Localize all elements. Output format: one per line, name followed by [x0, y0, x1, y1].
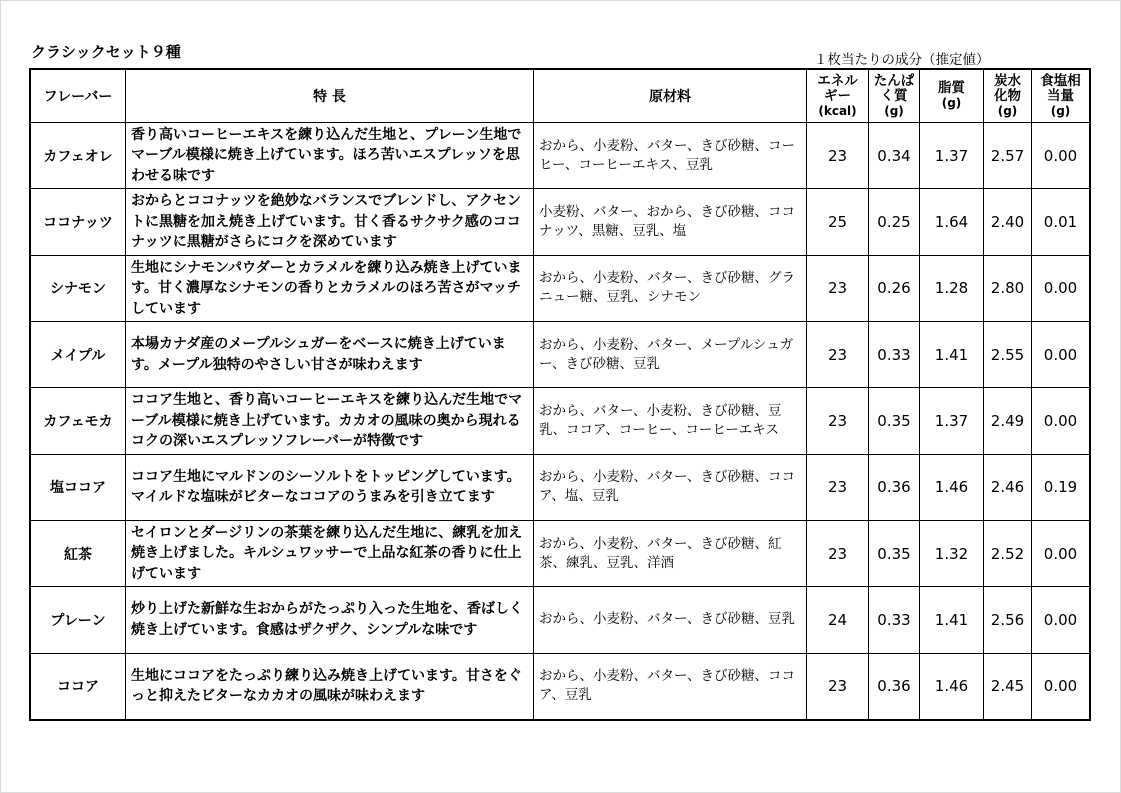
- salt-cell: [1032, 521, 1089, 586]
- salt-cell-text: 0.00: [1043, 677, 1078, 696]
- energy-cell-text: 23: [827, 411, 848, 430]
- carbs-cell-text: 2.57: [990, 146, 1025, 165]
- fat-cell-text: 1.41: [934, 345, 969, 364]
- header-fat: [920, 70, 983, 122]
- carbs-cell: [984, 521, 1031, 586]
- header-ingredients: [534, 70, 806, 122]
- carbs-cell-text: 2.46: [990, 478, 1025, 497]
- carbs-cell: [984, 123, 1031, 188]
- feature-cell-text: ココア生地と、香り高いコーヒーエキスを練り込んだ生地でマーブル模様に焼き上げています。カカオの風味の奥から現れるコクの深いエスプレッソフレーバーが特徴です: [131, 392, 523, 450]
- fat-cell-text: 1.37: [934, 146, 969, 165]
- carbs-cell-text: 2.45: [990, 677, 1025, 696]
- feature-cell: [126, 455, 533, 520]
- salt-cell: [1032, 123, 1089, 188]
- flavor-cell: [31, 123, 125, 188]
- energy-cell: [807, 123, 868, 188]
- ingredients-cell: [534, 587, 806, 652]
- header-carbs: [984, 70, 1031, 122]
- header-energy-unit: (kcal): [818, 103, 857, 118]
- flavor-cell-text: ココナッツ: [43, 214, 113, 231]
- protein-cell: [869, 455, 919, 520]
- salt-cell: [1032, 322, 1089, 387]
- carbs-cell-text: 2.56: [990, 610, 1025, 629]
- feature-cell-text: セイロンとダージリンの茶葉を練り込んだ生地に、練乳を加え焼き上げました。キルシュワッサーで上品な紅茶の香りに仕上げています: [131, 524, 523, 582]
- fat-cell-text: 1.46: [934, 478, 969, 497]
- protein-cell: [869, 123, 919, 188]
- salt-cell: [1032, 587, 1089, 652]
- feature-cell-text: 本場カナダ産のメープルシュガーをベースに焼き上げています。メープル独特のやさしい甘さが味わえます: [131, 336, 506, 373]
- feature-cell-text: おからとココナッツを絶妙なバランスでブレンドし、アクセントに黒糖を加え焼き上げています。甘く香るサクサク感のココナッツに黒糖がさらにコクを深めています: [131, 193, 521, 251]
- feature-cell-text: 生地にココアをたっぷり練り込み焼き上げています。甘さをぐっと抑えたビターなカカオの風味が味わえます: [131, 667, 522, 705]
- header-feature: [126, 70, 533, 122]
- protein-cell: [869, 654, 919, 719]
- flavor-cell: [31, 322, 125, 387]
- carbs-cell: [984, 189, 1031, 254]
- energy-cell: [807, 322, 868, 387]
- header-protein: [869, 70, 919, 122]
- flavor-cell-text: プレーン: [50, 612, 106, 629]
- flavor-cell-text: ココア: [57, 679, 99, 696]
- carbs-cell: [984, 587, 1031, 652]
- carbs-cell-text: 2.40: [990, 212, 1025, 231]
- feature-cell: [126, 587, 533, 652]
- header-energy: [807, 70, 868, 122]
- energy-cell-text: 23: [827, 677, 848, 696]
- carbs-cell-text: 2.80: [990, 279, 1025, 298]
- ingredients-cell: [534, 189, 806, 254]
- feature-cell-text: 生地にシナモンパウダーとカラメルを練り込み焼き上げています。甘く濃厚なシナモンの香りとカラメルのほろ苦さがマッチしています: [131, 259, 522, 317]
- flavor-cell-text: 紅茶: [64, 546, 92, 563]
- salt-cell: [1032, 654, 1089, 719]
- flavor-cell-text: カフェオレ: [43, 148, 113, 165]
- feature-cell: [126, 654, 533, 719]
- energy-cell-text: 23: [827, 146, 848, 165]
- protein-cell-text: 0.26: [877, 279, 911, 298]
- carbs-cell: [984, 256, 1031, 321]
- header-salt: [1032, 70, 1089, 122]
- ingredients-cell-text: おから、小麦粉、バター、きび砂糖、ココア、豆乳: [539, 668, 795, 704]
- energy-cell: [807, 256, 868, 321]
- ingredients-cell: [534, 256, 806, 321]
- document-title: クラシックセット９種: [31, 43, 181, 61]
- fat-cell-text: 1.41: [934, 610, 969, 629]
- carbs-cell: [984, 322, 1031, 387]
- energy-cell: [807, 587, 868, 652]
- energy-cell: [807, 654, 868, 719]
- protein-cell: [869, 521, 919, 586]
- fat-cell: [920, 654, 983, 719]
- protein-cell: [869, 256, 919, 321]
- carbs-cell: [984, 455, 1031, 520]
- protein-cell: [869, 388, 919, 453]
- protein-cell-text: 0.34: [877, 146, 911, 165]
- salt-cell-text: 0.01: [1043, 212, 1078, 231]
- flavor-cell-text: カフェモカ: [43, 413, 113, 430]
- flavor-cell: [31, 256, 125, 321]
- ingredients-cell: [534, 322, 806, 387]
- ingredients-cell-text: おから、小麦粉、バター、きび砂糖、グラニュー糖、豆乳、シナモン: [539, 270, 795, 306]
- fat-cell-text: 1.64: [934, 212, 969, 231]
- nutrition-table: [29, 68, 1091, 721]
- flavor-cell: [31, 521, 125, 586]
- salt-cell: [1032, 388, 1089, 453]
- protein-cell-text: 0.33: [877, 610, 911, 629]
- feature-cell: [126, 322, 533, 387]
- header-salt-label: 食塩相 当量: [1040, 72, 1081, 104]
- feature-cell: [126, 123, 533, 188]
- header-fat-unit: (g): [941, 96, 962, 110]
- ingredients-cell-text: おから、小麦粉、バター、きび砂糖、紅茶、練乳、豆乳、洋酒: [539, 535, 782, 571]
- salt-cell: [1032, 256, 1089, 321]
- energy-cell: [807, 521, 868, 586]
- flavor-cell: [31, 654, 125, 719]
- protein-cell: [869, 322, 919, 387]
- feature-cell-text: 香り高いコーヒーエキスを練り込んだ生地と、プレーン生地でマーブル模様に焼き上げています。ほろ苦いエスプレッソを思わせる味です: [131, 126, 522, 184]
- feature-cell: [126, 388, 533, 453]
- salt-cell-text: 0.00: [1043, 345, 1078, 364]
- carbs-cell: [984, 654, 1031, 719]
- flavor-cell-text: 塩ココア: [50, 480, 106, 497]
- flavor-cell: [31, 189, 125, 254]
- fat-cell: [920, 189, 983, 254]
- salt-cell-text: 0.00: [1043, 279, 1078, 298]
- fat-cell-text: 1.28: [934, 279, 969, 298]
- feature-cell: [126, 256, 533, 321]
- energy-cell-text: 23: [827, 478, 848, 497]
- header-feature-label: 特 長: [313, 89, 346, 105]
- flavor-cell: [31, 587, 125, 652]
- ingredients-cell: [534, 123, 806, 188]
- fat-cell: [920, 123, 983, 188]
- energy-cell-text: 25: [827, 212, 848, 231]
- salt-cell-text: 0.19: [1043, 478, 1078, 497]
- fat-cell: [920, 587, 983, 652]
- header-carbs-unit: (g): [997, 103, 1018, 118]
- ingredients-cell-text: おから、小麦粉、バター、きび砂糖、豆乳: [539, 611, 795, 628]
- flavor-cell: [31, 388, 125, 453]
- fat-cell: [920, 455, 983, 520]
- protein-cell-text: 0.36: [877, 677, 911, 696]
- energy-cell-text: 24: [827, 610, 848, 629]
- salt-cell-text: 0.00: [1043, 610, 1078, 629]
- feature-cell-text: ココア生地にマルドンのシーソルトをトッピングしています。マイルドな塩味がビターなココアのうまみを引き立てます: [131, 468, 521, 506]
- protein-cell: [869, 189, 919, 254]
- nutrition-note: １枚当たりの成分（推定値）: [814, 52, 990, 68]
- flavor-cell: [31, 455, 125, 520]
- energy-cell-text: 23: [827, 544, 848, 563]
- salt-cell-text: 0.00: [1043, 411, 1078, 430]
- ingredients-cell-text: おから、バター、小麦粉、きび砂糖、豆乳、ココア、コーヒー、コーヒーエキス: [539, 402, 782, 438]
- fat-cell: [920, 256, 983, 321]
- header-fat-label: 脂質: [938, 80, 965, 96]
- protein-cell-text: 0.25: [877, 212, 911, 231]
- ingredients-cell: [534, 455, 806, 520]
- ingredients-cell-text: おから、小麦粉、バター、きび砂糖、コーヒー、コーヒーエキス、豆乳: [539, 137, 795, 173]
- flavor-cell-text: メイプル: [50, 347, 106, 364]
- energy-cell: [807, 189, 868, 254]
- salt-cell: [1032, 455, 1089, 520]
- protein-cell-text: 0.33: [877, 345, 911, 364]
- energy-cell: [807, 388, 868, 453]
- carbs-cell-text: 2.55: [990, 345, 1025, 364]
- ingredients-cell: [534, 388, 806, 453]
- feature-cell: [126, 189, 533, 254]
- fat-cell-text: 1.37: [934, 411, 969, 430]
- ingredients-cell-text: おから、小麦粉、バター、きび砂糖、ココア、塩、豆乳: [539, 469, 795, 505]
- header-protein-label: たんぱ く質: [873, 72, 915, 104]
- header-salt-unit: (g): [1050, 103, 1071, 118]
- fat-cell: [920, 521, 983, 586]
- protein-cell-text: 0.36: [877, 478, 911, 497]
- carbs-cell-text: 2.49: [990, 411, 1025, 430]
- ingredients-cell: [534, 521, 806, 586]
- feature-cell-text: 炒り上げた新鮮な生おからがたっぷり入った生地を、香ばしく焼き上げています。食感はザクザク、シンプルな味です: [131, 601, 523, 638]
- header-ingredients-label: 原材料: [649, 89, 691, 105]
- feature-cell: [126, 521, 533, 586]
- fat-cell: [920, 322, 983, 387]
- carbs-cell: [984, 388, 1031, 453]
- ingredients-cell-text: 小麦粉、バター、おから、きび砂糖、ココナッツ、黒糖、豆乳、塩: [539, 203, 795, 239]
- salt-cell-text: 0.00: [1043, 544, 1078, 563]
- salt-cell: [1032, 189, 1089, 254]
- energy-cell: [807, 455, 868, 520]
- fat-cell-text: 1.46: [934, 677, 969, 696]
- protein-cell: [869, 587, 919, 652]
- fat-cell: [920, 388, 983, 453]
- carbs-cell-text: 2.52: [990, 544, 1025, 563]
- header-carbs-label: 炭水 化物: [994, 72, 1021, 104]
- flavor-cell-text: シナモン: [50, 281, 106, 298]
- energy-cell-text: 23: [827, 345, 848, 364]
- header-energy-label: エネル ギー: [817, 72, 858, 104]
- energy-cell-text: 23: [827, 279, 848, 298]
- header-flavor: [31, 70, 125, 122]
- ingredients-cell-text: おから、小麦粉、バター、メープルシュガー、きび砂糖、豆乳: [539, 336, 794, 372]
- protein-cell-text: 0.35: [877, 411, 911, 430]
- header-protein-unit: (g): [884, 103, 904, 118]
- ingredients-cell: [534, 654, 806, 719]
- protein-cell-text: 0.35: [877, 544, 911, 563]
- salt-cell-text: 0.00: [1043, 146, 1078, 165]
- fat-cell-text: 1.32: [934, 544, 969, 563]
- header-flavor-label: フレーバー: [43, 89, 113, 105]
